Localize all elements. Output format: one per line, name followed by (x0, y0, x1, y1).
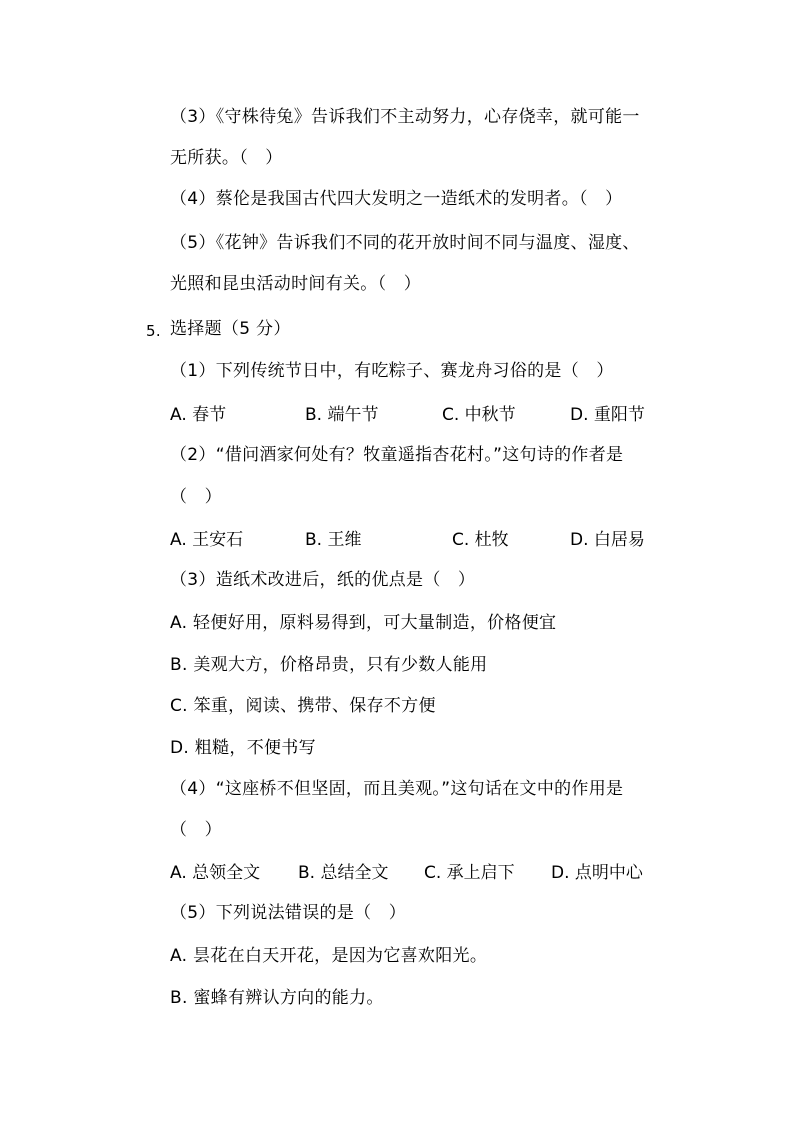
section-number: 5. (146, 322, 161, 340)
judge-q5-line1: （5）《花钟》告诉我们不同的花开放时间不同与温度、湿度、 (170, 233, 640, 253)
choice-q3-stem: （3）造纸术改进后，纸的优点是（ ） (170, 570, 476, 590)
choice-q5-stem: （5）下列说法错误的是（ ） (170, 903, 407, 923)
choice-q1-option-b: B. 端午节 (305, 405, 379, 425)
section-title: 选择题（5 分） (170, 319, 291, 339)
choice-q1-options (170, 404, 690, 426)
choice-q4-option-d: D. 点明中心 (551, 863, 643, 883)
judge-q3-line2: 无所获。（ ） (170, 148, 283, 168)
choice-q2-option-b: B. 王维 (305, 530, 362, 550)
choice-q2-option-d: D. 白居易 (570, 530, 645, 550)
choice-q4-options (170, 862, 690, 884)
choice-q4-stem-line2: （ ） (170, 820, 222, 840)
choice-q4-option-b: B. 总结全文 (298, 863, 389, 883)
choice-q2-options (170, 529, 690, 551)
choice-q2-option-c: C. 杜牧 (452, 530, 509, 550)
choice-q3-option-b: B. 美观大方，价格昂贵，只有少数人能用 (170, 655, 488, 675)
choice-q3-option-a: A. 轻便好用，原料易得到，可大量制造，价格便宜 (170, 613, 557, 633)
choice-q3-option-c: C. 笨重，阅读、携带、保存不方便 (170, 696, 436, 716)
choice-q4-stem-line1: （4）“这座桥不但坚固，而且美观。”这句话在文中的作用是 (170, 779, 624, 799)
choice-q1-stem: （1）下列传统节日中，有吃粽子、赛龙舟习俗的是（ ） (170, 361, 614, 381)
choice-q1-option-d: D. 重阳节 (570, 405, 645, 425)
choice-q2-option-a: A. 王安石 (170, 530, 244, 550)
judge-q5-line2: 光照和昆虫活动时间有关。（ ） (170, 274, 421, 294)
choice-q2-stem-line1: （2）“借问酒家何处有？牧童遥指杏花村。”这句诗的作者是 (170, 445, 624, 465)
choice-q5-option-a: A. 昙花在白天开花，是因为它喜欢阳光。 (170, 946, 488, 966)
choice-q1-option-a: A. 春节 (170, 405, 227, 425)
choice-q3-option-d: D. 粗糙，不便书写 (170, 738, 316, 758)
choice-q2-stem-line2: （ ） (170, 487, 222, 507)
choice-q5-option-b: B. 蜜蜂有辨认方向的能力。 (170, 988, 384, 1008)
choice-q4-option-a: A. 总领全文 (170, 863, 261, 883)
choice-q1-option-c: C. 中秋节 (442, 405, 516, 425)
judge-q3-line1: （3）《守株待兔》告诉我们不主动努力，心存侥幸，就可能一 (170, 107, 640, 127)
judge-q4: （4）蔡伦是我国古代四大发明之一造纸术的发明者。（ ） (170, 189, 623, 209)
choice-q4-option-c: C. 承上启下 (424, 863, 515, 883)
